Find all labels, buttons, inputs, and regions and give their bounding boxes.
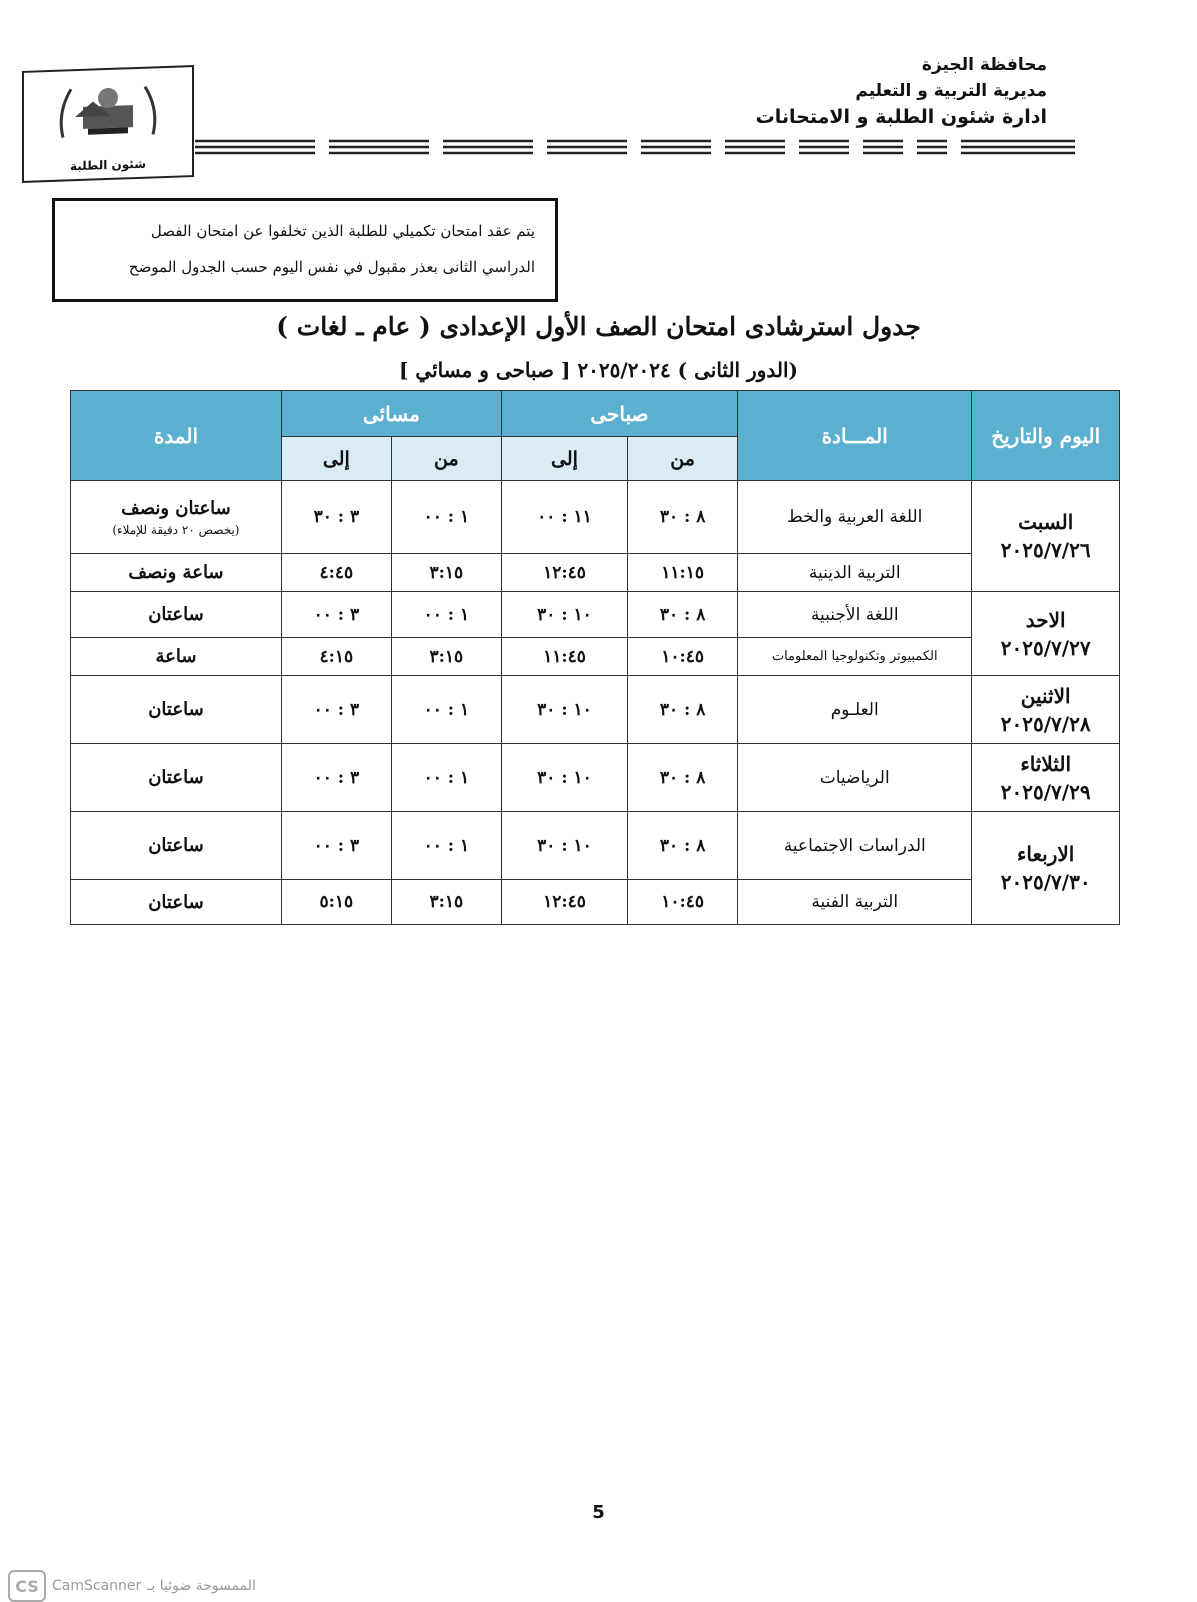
evening-from-cell: ١ : ٠٠: [391, 676, 501, 744]
day-date: ٢٠٢٥/٧/٣٠: [1000, 870, 1091, 894]
page-subtitle: (الدور الثانى ) ٢٠٢٥/٢٠٢٤ [ صباحى و مسائي ]: [399, 358, 798, 382]
evening-to-cell: ٣ : ٠٠: [281, 676, 391, 744]
header-evening: مسائى: [281, 391, 501, 437]
morning-to-cell: ١٠ : ٣٠: [501, 744, 627, 812]
evening-from-cell: ٣:١٥: [391, 638, 501, 676]
header-day-date: اليوم والتاريخ: [972, 391, 1120, 481]
evening-to-cell: ٣ : ٣٠: [281, 481, 391, 554]
duration-cell: ساعة ونصف: [71, 554, 282, 592]
evening-to-cell: ٤:١٥: [281, 638, 391, 676]
evening-to-cell: ٥:١٥: [281, 880, 391, 925]
page-number: 5: [592, 1502, 605, 1523]
subject-cell: الكمبيوتر وتكنولوجيا المعلومات: [738, 638, 972, 676]
day-name: الاحد: [1025, 607, 1066, 632]
morning-to-cell: ١٠ : ٣٠: [501, 592, 627, 638]
notice-line-1: يتم عقد امتحان تكميلي للطلبة الذين تخلفوا عن امتحان الفصل: [150, 222, 535, 240]
duration-cell: ساعتان: [71, 592, 282, 638]
header-morning: صباحى: [501, 391, 737, 437]
morning-to-cell: ١٢:٤٥: [501, 554, 627, 592]
table-row: [71, 676, 1120, 744]
notice-line-2: الدراسي الثانى بعذر مقبول في نفس اليوم حسب الجدول الموضح: [128, 258, 535, 276]
evening-from-cell: ١ : ٠٠: [391, 744, 501, 812]
camscanner-watermark: [8, 1570, 256, 1602]
duration-cell: ساعتان: [71, 676, 282, 744]
directorate-emblem-icon: [53, 74, 163, 148]
table-row: [71, 481, 1120, 554]
day-date: ٢٠٢٥/٧/٢٩: [1000, 779, 1091, 804]
table-row: [71, 880, 1120, 925]
morning-from-cell: ٨ : ٣٠: [628, 812, 738, 880]
evening-from-cell: ٣:١٥: [391, 880, 501, 925]
day-date: ٢٠٢٥/٧/٢٨: [1000, 711, 1091, 736]
day-date: ٢٠٢٥/٧/٢٧: [1000, 635, 1091, 660]
table-row: [71, 638, 1120, 676]
subject-cell: العلـوم: [738, 676, 972, 744]
notice-box: [52, 198, 558, 302]
evening-to-cell: ٣ : ٠٠: [281, 812, 391, 880]
evening-from-cell: ٣:١٥: [391, 554, 501, 592]
evening-to-cell: ٤:٤٥: [281, 554, 391, 592]
subject-cell: اللغة الأجنبية: [738, 592, 972, 638]
morning-from-cell: ١١:١٥: [628, 554, 738, 592]
letterhead: [756, 52, 1047, 130]
directorate-logo: [22, 65, 194, 183]
subject-cell: الرياضيات: [738, 744, 972, 812]
day-name: الثلاثاء: [1020, 751, 1071, 776]
morning-from-cell: ١٠:٤٥: [628, 880, 738, 925]
exam-schedule-table: [70, 390, 1120, 925]
day-cell: [972, 812, 1120, 925]
table-row: [71, 744, 1120, 812]
morning-from-cell: ٨ : ٣٠: [628, 481, 738, 554]
subject-cell: التربية الدينية: [738, 554, 972, 592]
day-name: الاثنين: [1020, 683, 1071, 708]
morning-from-cell: ٨ : ٣٠: [628, 592, 738, 638]
camscanner-app-name: CamScanner: [52, 1578, 142, 1594]
morning-from-cell: ٨ : ٣٠: [628, 744, 738, 812]
evening-to-cell: ٣ : ٠٠: [281, 592, 391, 638]
day-cell: [972, 592, 1120, 676]
duration-cell: [71, 481, 282, 554]
day-cell: [972, 481, 1120, 592]
morning-to-cell: ١٠ : ٣٠: [501, 676, 627, 744]
day-name: السبت: [1018, 510, 1074, 534]
header-subject: المـــادة: [738, 391, 972, 481]
header-evening-to: إلى: [281, 437, 391, 481]
duration-cell: ساعتان: [71, 880, 282, 925]
morning-to-cell: ١٢:٤٥: [501, 880, 627, 925]
logo-caption: شئون الطلبة: [69, 156, 147, 174]
duration-note: (يخصص ٢٠ دقيقة للإملاء): [112, 522, 240, 537]
table-row: [71, 592, 1120, 638]
duration-text: ساعتان ونصف: [121, 497, 231, 519]
morning-to-cell: ١١:٤٥: [501, 638, 627, 676]
day-cell: [972, 676, 1120, 744]
camscanner-scanned-with: الممسوحة ضوئيا بـ: [147, 1578, 256, 1594]
evening-from-cell: ١ : ٠٠: [391, 481, 501, 554]
page-title: جدول استرشادى امتحان الصف الأول الإعدادى ( عام ـ لغات ): [276, 312, 921, 341]
day-date: ٢٠٢٥/٧/٢٦: [1000, 538, 1091, 562]
department-name: ادارة شئون الطلبة و الامتحانات: [755, 106, 1047, 128]
camscanner-logo-icon: CS: [8, 1570, 46, 1602]
subject-cell: التربية الفنية: [738, 880, 972, 925]
day-cell: [972, 744, 1120, 812]
morning-from-cell: ١٠:٤٥: [628, 638, 738, 676]
duration-cell: ساعة: [71, 638, 282, 676]
table-row: [71, 554, 1120, 592]
header-evening-from: من: [391, 437, 501, 481]
morning-to-cell: ١١ : ٠٠: [501, 481, 627, 554]
evening-from-cell: ١ : ٠٠: [391, 812, 501, 880]
header-divider: [195, 138, 1075, 156]
morning-from-cell: ٨ : ٣٠: [628, 676, 738, 744]
directorate-name: مديرية التربية و التعليم: [855, 81, 1047, 101]
table-row: [71, 812, 1120, 880]
evening-from-cell: ١ : ٠٠: [391, 592, 501, 638]
header-morning-from: من: [628, 437, 738, 481]
header-duration: المدة: [71, 391, 282, 481]
governorate-name: محافظة الجيزة: [921, 55, 1047, 75]
subject-cell: اللغة العربية والخط: [738, 481, 972, 554]
morning-to-cell: ١٠ : ٣٠: [501, 812, 627, 880]
day-name: الاربعاء: [1016, 842, 1075, 866]
duration-cell: ساعتان: [71, 744, 282, 812]
subject-cell: الدراسات الاجتماعية: [738, 812, 972, 880]
duration-cell: ساعتان: [71, 812, 282, 880]
evening-to-cell: ٣ : ٠٠: [281, 744, 391, 812]
header-morning-to: إلى: [501, 437, 627, 481]
